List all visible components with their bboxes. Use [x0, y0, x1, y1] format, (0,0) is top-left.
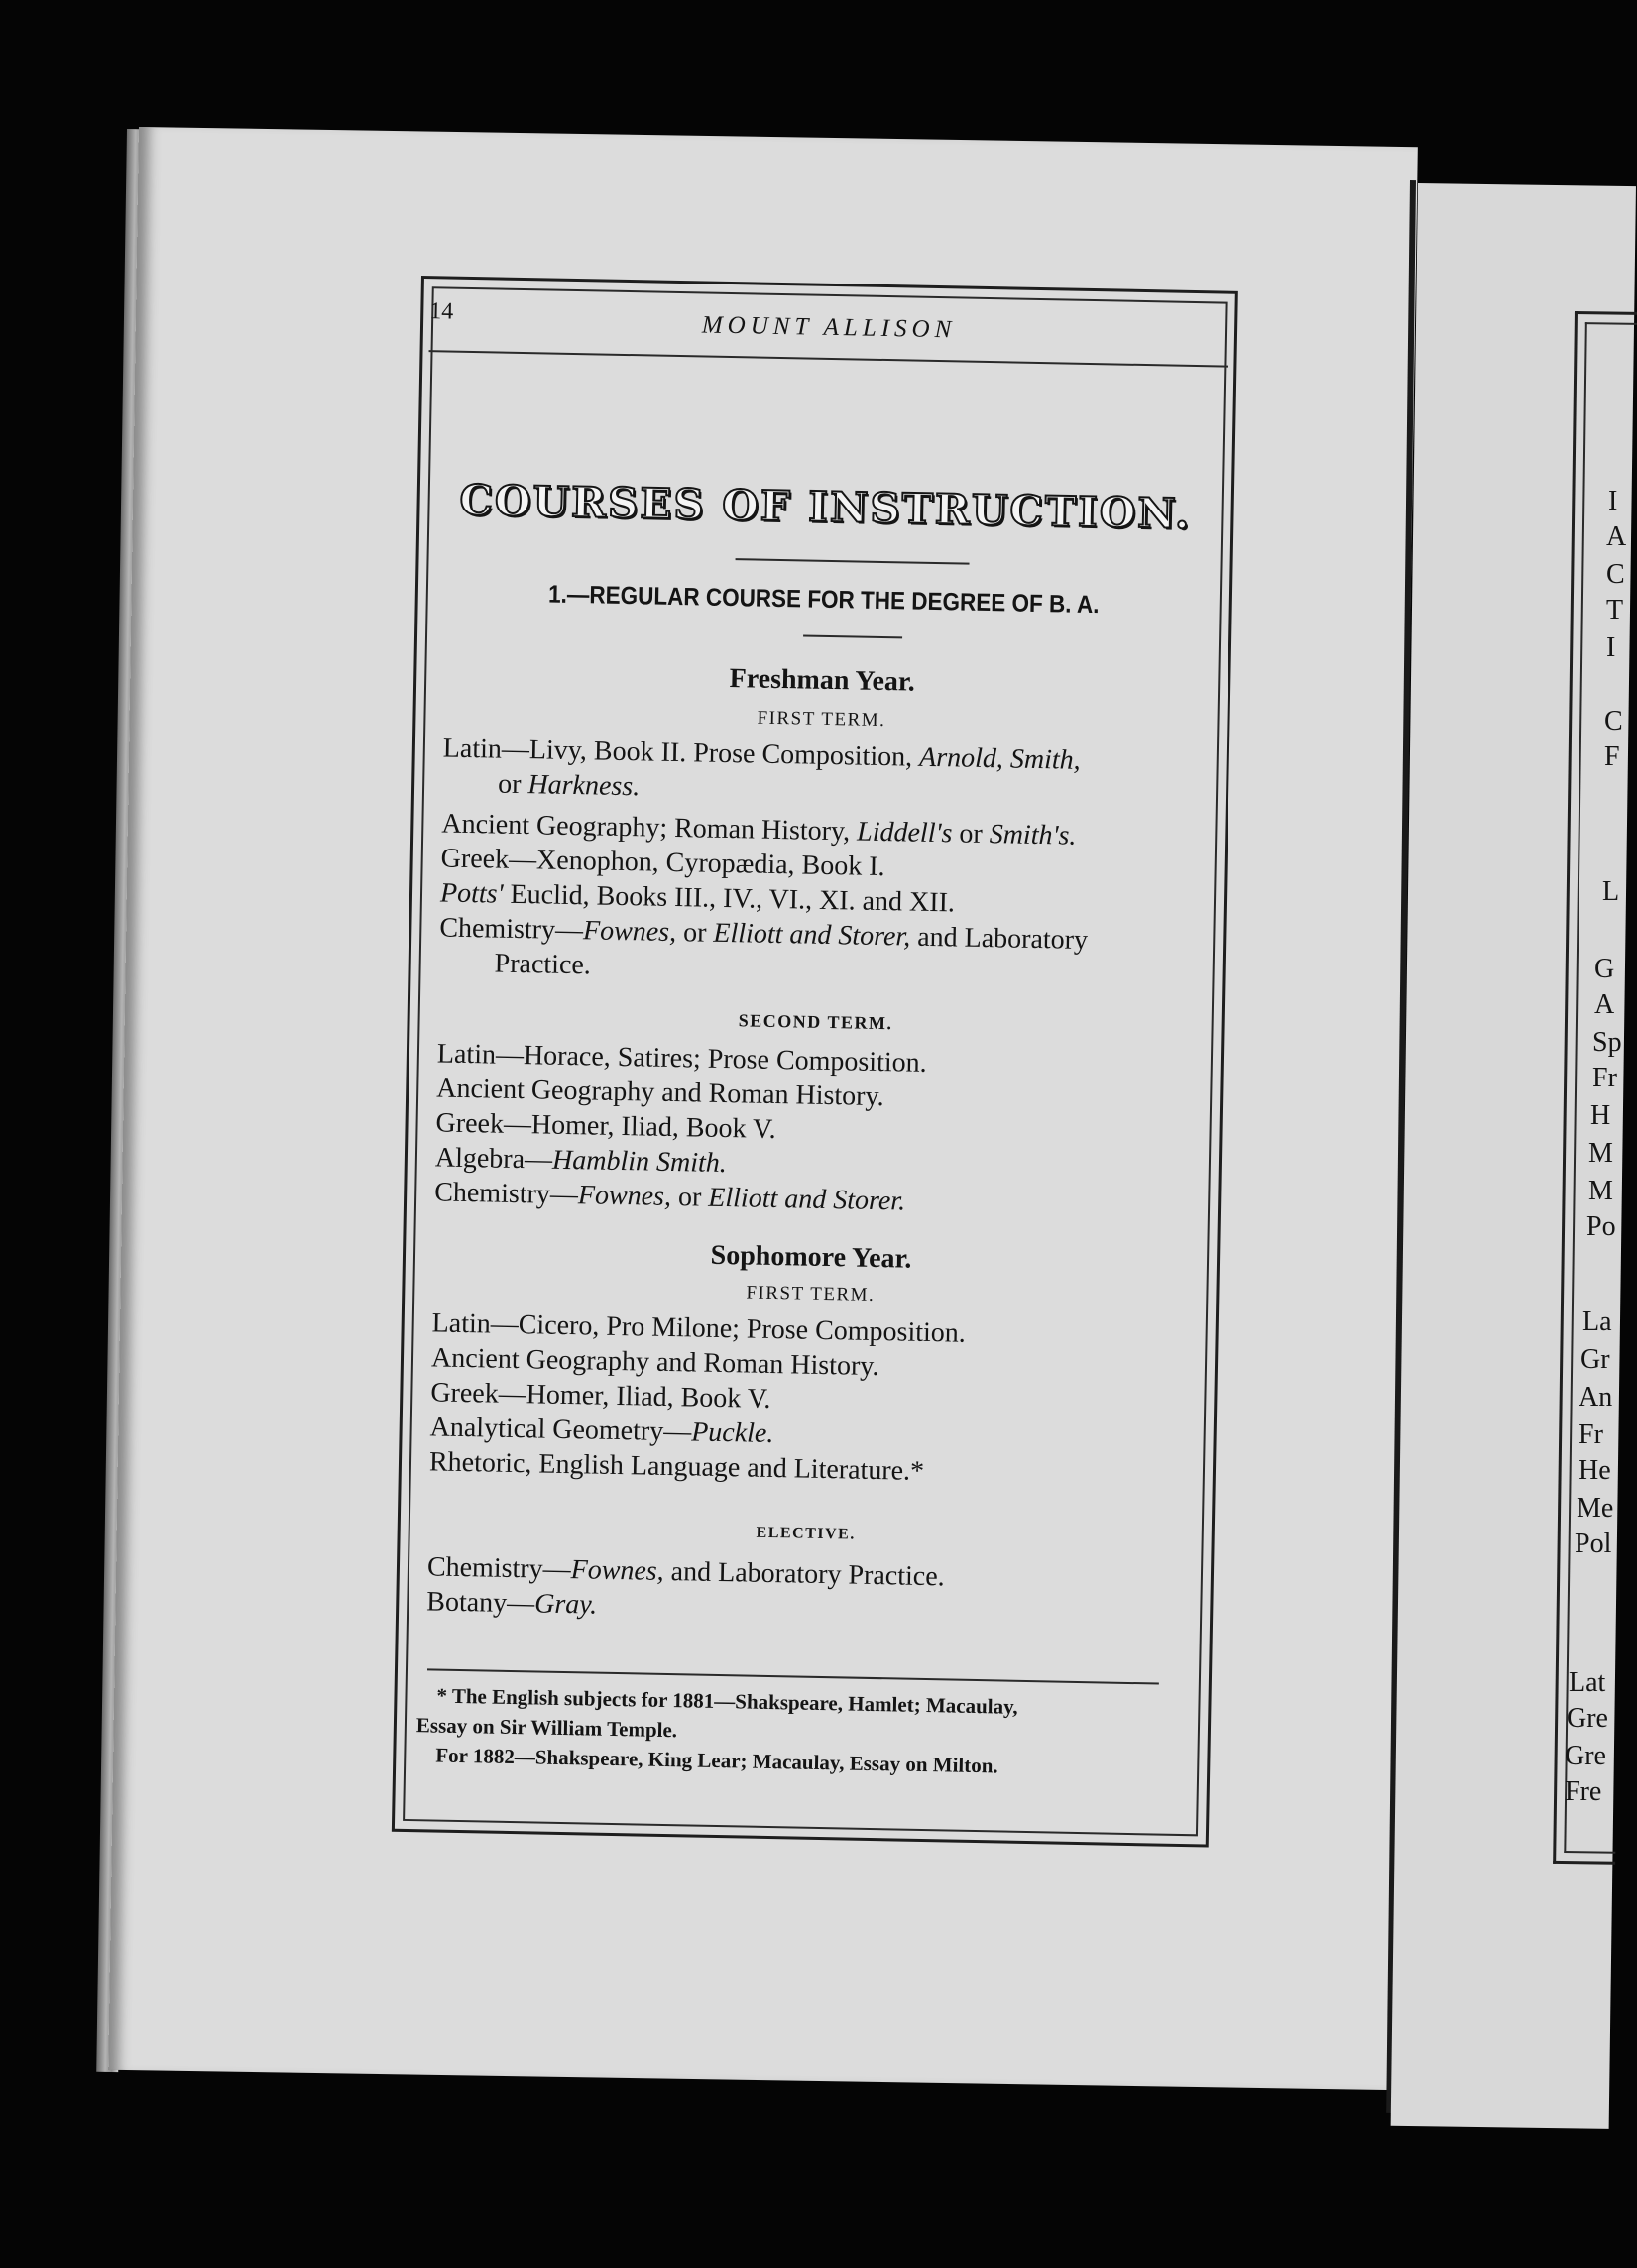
page-content	[395, 279, 1235, 1844]
right-fragment: H	[1590, 1100, 1611, 1131]
sophomore-first-term-list	[429, 1305, 1176, 1493]
right-fragment: Pol	[1575, 1529, 1612, 1559]
right-fragment: Fr	[1579, 1419, 1603, 1450]
freshman-second-term-list	[434, 1036, 1181, 1223]
right-fragment: Sp	[1592, 1027, 1622, 1058]
course-line: Greek—Homer, Iliad, Book V.	[435, 1107, 776, 1146]
course-line: Botany—Gray.	[426, 1586, 598, 1621]
right-fragment: Po	[1586, 1211, 1616, 1242]
course-line: Ancient Geography and Roman History.	[430, 1342, 879, 1383]
freshman-second-term-label: SECOND TERM.	[738, 1010, 893, 1034]
course-line: Latin—Cicero, Pro Milone; Prose Composition.	[431, 1307, 967, 1349]
elective-list	[426, 1549, 1171, 1633]
course-line: Latin—Horace, Satires; Prose Composition.	[436, 1038, 927, 1078]
content-frame	[392, 276, 1238, 1848]
right-fragment: Me	[1577, 1493, 1614, 1524]
right-fragment: Gre	[1565, 1741, 1606, 1771]
right-fragment: F	[1604, 741, 1620, 772]
freshman-first-term-label: FIRST TERM.	[757, 707, 886, 732]
right-fragment: C	[1606, 559, 1625, 590]
course-line: Analytical Geometry—Puckle.	[429, 1412, 774, 1450]
course-line: Rhetoric, English Language and Literature.*	[428, 1446, 925, 1487]
course-line: Ancient Geography and Roman History.	[435, 1073, 885, 1113]
page-title: COURSES OF INSTRUCTION.	[459, 475, 1193, 538]
right-fragment: La	[1582, 1306, 1612, 1337]
header-rule	[429, 350, 1228, 367]
course-line: Chemistry—Fownes, or Elliott and Storer, and Laboratory	[439, 912, 1089, 957]
freshman-first-term-list	[438, 732, 1187, 994]
right-fragment: G	[1594, 954, 1615, 984]
right-fragment: I	[1608, 486, 1618, 516]
right-fragment: An	[1579, 1382, 1613, 1413]
right-fragment: M	[1588, 1176, 1613, 1206]
title-rule	[736, 558, 970, 565]
elective-label: ELECTIVE.	[756, 1524, 856, 1543]
footnote-line: * The English subjects for 1881—Shakspeare, Hamlet; Macaulay,	[436, 1683, 1018, 1719]
course-line: Greek—Homer, Iliad, Book V.	[430, 1377, 771, 1415]
page-number: 14	[429, 298, 454, 325]
right-fragment: C	[1604, 706, 1623, 737]
course-line: or Harkness.	[497, 768, 641, 803]
right-fragment: Lat	[1569, 1667, 1606, 1698]
right-fragment: He	[1579, 1455, 1611, 1486]
section-rule	[803, 634, 902, 638]
right-fragment: A	[1606, 521, 1627, 552]
course-line: Ancient Geography; Roman History, Liddell's or Smith's.	[441, 808, 1077, 851]
right-fragment: Fre	[1565, 1776, 1602, 1807]
right-fragment: A	[1594, 989, 1615, 1020]
course-heading: 1.—REGULAR COURSE FOR THE DEGREE OF B. A.	[547, 580, 1100, 620]
course-line: Latin—Livy, Book II. Prose Composition, Arnold, Smith,	[442, 733, 1081, 776]
right-fragment: I	[1606, 632, 1616, 663]
right-fragment: Fr	[1592, 1063, 1617, 1093]
running-head: MOUNT ALLISON	[701, 311, 957, 344]
footnote-line: For 1882—Shakspeare, King Lear; Macaulay, Essay on Milton.	[435, 1743, 998, 1778]
course-line: Potts' Euclid, Books III., IV., VI., XI. and XII.	[439, 877, 956, 919]
sophomore-year-heading: Sophomore Year.	[710, 1239, 912, 1275]
course-line: Algebra—Hamblin Smith.	[434, 1142, 728, 1180]
right-fragment: Gr	[1580, 1344, 1610, 1375]
right-fragment: Gre	[1567, 1703, 1608, 1734]
course-line: Practice.	[494, 948, 592, 981]
course-line: Greek—Xenophon, Cyropædia, Book I.	[440, 843, 885, 883]
sophomore-first-term-label: FIRST TERM.	[746, 1282, 876, 1305]
course-line: Chemistry—Fownes, and Laboratory Practice.	[426, 1551, 945, 1593]
right-fragment: M	[1588, 1138, 1613, 1169]
right-fragment: L	[1602, 876, 1620, 907]
course-line: Chemistry—Fownes, or Elliott and Storer.	[433, 1177, 906, 1217]
freshman-year-heading: Freshman Year.	[729, 663, 916, 698]
right-fragment: T	[1606, 595, 1624, 625]
footnote-line: Essay on Sir William Temple.	[415, 1713, 678, 1743]
footnote	[415, 1680, 1169, 1784]
